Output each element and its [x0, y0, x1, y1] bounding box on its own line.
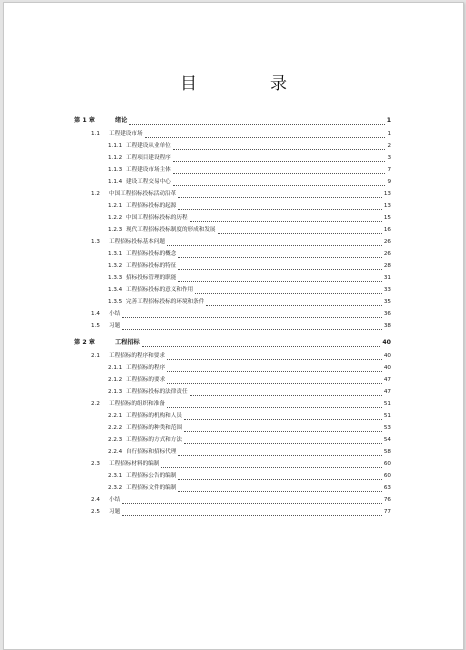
toc-entry-label: 工程招标投标的特征 [126, 263, 177, 269]
toc-page-number: 47 [383, 377, 391, 383]
toc-subsection-row [4, 471, 463, 481]
toc-entry-number: 2.3.1 [108, 473, 123, 479]
toc-subsection-row [4, 285, 463, 295]
toc-leader-dots [190, 389, 382, 396]
toc-leader-dots [122, 323, 382, 330]
toc-entry-label: 建设工程交易中心 [126, 179, 171, 185]
toc-section-row [4, 507, 463, 517]
toc-entry-label: 工程招标投标的意义和作用 [126, 287, 194, 293]
toc-entry-number: 1.1.1 [108, 143, 123, 149]
toc-entry-label: 工程招标的程序和要求 [109, 353, 165, 359]
toc-subsection-row [4, 447, 463, 457]
toc-leader-dots [167, 401, 382, 408]
toc-page-number: 1 [387, 131, 391, 137]
toc-subsection-row [4, 141, 463, 151]
toc-entry-number: 1.2.3 [108, 227, 123, 233]
toc-entry-number: 2.2.2 [108, 425, 123, 431]
toc-page-number: 58 [383, 449, 391, 455]
toc-subsection-row [4, 375, 463, 385]
toc-entry-label: 工程招标的要求 [126, 377, 166, 383]
toc-entry-label: 小结 [109, 311, 121, 317]
toc-subsection-row [4, 201, 463, 211]
toc-chapter-row [4, 338, 463, 348]
toc-entry-label: 现代工程招标投标制度的形成和发展 [126, 227, 216, 233]
toc-page-number: 54 [383, 437, 391, 443]
toc-leader-dots [161, 461, 382, 468]
toc-page-number: 26 [383, 239, 391, 245]
toc-leader-dots [184, 437, 382, 444]
toc-leader-dots [184, 413, 382, 420]
toc-page-number: 13 [383, 203, 391, 209]
toc-page-number: 33 [383, 287, 391, 293]
toc-page-number: 7 [387, 167, 391, 173]
toc-page-number: 26 [383, 251, 391, 257]
toc-subsection-row [4, 363, 463, 373]
toc-entry-label: 中国工程招标投标的历程 [126, 215, 188, 221]
toc-page-number: 51 [383, 413, 391, 419]
toc-entry-number: 2.2.3 [108, 437, 123, 443]
toc-entry-number: 1.3 [91, 239, 100, 245]
toc-section-row [4, 459, 463, 469]
page-title: 目 录 [180, 74, 315, 94]
toc-entry-label: 工程招标公告的编制 [126, 473, 177, 479]
toc-entry-label: 工程招标文件的编制 [126, 485, 177, 491]
toc-subsection-row [4, 165, 463, 175]
toc-page-number: 40 [383, 365, 391, 371]
toc-page-number: 38 [383, 323, 391, 329]
toc-subsection-row [4, 483, 463, 493]
toc-entry-number: 2.3 [91, 461, 100, 467]
toc-entry-number: 2.5 [91, 509, 100, 515]
toc-entry-label: 工程招标的方式和方法 [126, 437, 182, 443]
toc-entry-label: 工程建设市场主体 [126, 167, 171, 173]
toc-entry-number: 1.2.1 [108, 203, 123, 209]
toc-entry-label: 工程建设市场 [109, 131, 143, 137]
toc-section-row [4, 495, 463, 505]
toc-subsection-row [4, 387, 463, 397]
toc-entry-label: 工程招标材料的编制 [109, 461, 160, 467]
toc-entry-label: 工程招标投标的起源 [126, 203, 177, 209]
toc-section-row [4, 309, 463, 319]
toc-entry-label: 工程招标投标基本问题 [109, 239, 165, 245]
toc-leader-dots [178, 191, 382, 198]
toc-entry-label: 工程招标的种类和范围 [126, 425, 182, 431]
toc-leader-dots [178, 473, 382, 480]
toc-entry-number: 2.4 [91, 497, 100, 503]
toc-leader-dots [178, 485, 382, 492]
toc-page-number: 36 [383, 311, 391, 317]
toc-entry-number: 1.1.2 [108, 155, 123, 161]
toc-entry-number: 1.1.3 [108, 167, 123, 173]
toc-entry-label: 自行招标和招标代理 [126, 449, 177, 455]
toc-leader-dots [173, 143, 385, 150]
toc-section-row [4, 237, 463, 247]
toc-leader-dots [129, 118, 385, 125]
toc-section-row [4, 129, 463, 139]
toc-entry-label: 工程招标 [115, 339, 140, 346]
toc-entry-number: 2.2.1 [108, 413, 123, 419]
toc-entry-number: 1.2.2 [108, 215, 123, 221]
toc-leader-dots [122, 311, 382, 318]
toc-entry-number: 1.2 [91, 191, 100, 197]
toc-page-number: 1 [386, 117, 391, 124]
toc-subsection-row [4, 225, 463, 235]
toc-entry-number: 1.3.3 [108, 275, 123, 281]
toc-page-number: 31 [383, 275, 391, 281]
toc-leader-dots [178, 449, 382, 456]
toc-leader-dots [178, 203, 382, 210]
toc-page-number: 63 [383, 485, 391, 491]
toc-page-number: 28 [383, 263, 391, 269]
toc-entry-number: 1.1.4 [108, 179, 123, 185]
toc-page-number: 13 [383, 191, 391, 197]
toc-page-number: 15 [383, 215, 391, 221]
toc-leader-dots [173, 167, 385, 174]
toc-leader-dots [167, 239, 382, 246]
toc-entry-label: 工程招标的机构和人员 [126, 413, 182, 419]
document-page [3, 2, 464, 650]
toc-entry-number: 2.2.4 [108, 449, 123, 455]
toc-page-number: 60 [383, 473, 391, 479]
toc-subsection-row [4, 153, 463, 163]
toc-leader-dots [167, 353, 382, 360]
toc-leader-dots [142, 340, 380, 347]
toc-entry-label: 中国工程招标投标活动沿革 [109, 191, 177, 197]
toc-entry-number: 2.1.2 [108, 377, 123, 383]
toc-leader-dots [145, 131, 385, 138]
toc-leader-dots [173, 155, 385, 162]
toc-page-number: 35 [383, 299, 391, 305]
toc-entry-number: 1.3.2 [108, 263, 123, 269]
toc-page-number: 51 [383, 401, 391, 407]
toc-leader-dots [167, 365, 382, 372]
toc-entry-number: 第 2 章 [74, 339, 95, 346]
toc-entry-number: 1.1 [91, 131, 100, 137]
toc-entry-label: 工程招标投标的概念 [126, 251, 177, 257]
toc-page-number: 60 [383, 461, 391, 467]
toc-entry-label: 绪论 [115, 117, 128, 124]
toc-page-number: 53 [383, 425, 391, 431]
toc-leader-dots [178, 251, 382, 258]
toc-entry-label: 完善工程招标投标的环境和条件 [126, 299, 205, 305]
toc-leader-dots [122, 509, 382, 516]
toc-entry-number: 2.2 [91, 401, 100, 407]
toc-subsection-row [4, 261, 463, 271]
toc-entry-number: 1.4 [91, 311, 100, 317]
toc-leader-dots [167, 377, 382, 384]
toc-leader-dots [195, 287, 382, 294]
toc-page-number: 77 [383, 509, 391, 515]
toc-page-number: 2 [387, 143, 391, 149]
toc-leader-dots [190, 215, 382, 222]
toc-chapter-row [4, 116, 463, 126]
toc-leader-dots [178, 275, 382, 282]
toc-entry-number: 1.3.4 [108, 287, 123, 293]
toc-page-number: 47 [383, 389, 391, 395]
toc-subsection-row [4, 249, 463, 259]
toc-entry-label: 工程招标投标的法律责任 [126, 389, 188, 395]
toc-entry-label: 习题 [109, 509, 121, 515]
toc-entry-number: 2.3.2 [108, 485, 123, 491]
toc-entry-label: 工程建设从业单位 [126, 143, 171, 149]
toc-section-row [4, 399, 463, 409]
toc-entry-label: 小结 [109, 497, 121, 503]
toc-section-row [4, 189, 463, 199]
toc-entry-label: 工程招标的组织和准备 [109, 401, 165, 407]
toc-entry-label: 习题 [109, 323, 121, 329]
toc-leader-dots [218, 227, 382, 234]
toc-entry-number: 2.1 [91, 353, 100, 359]
toc-entry-label: 工程招标的程序 [126, 365, 166, 371]
toc-subsection-row [4, 423, 463, 433]
toc-section-row [4, 321, 463, 331]
toc-page-number: 40 [382, 339, 391, 346]
toc-entry-number: 2.1.3 [108, 389, 123, 395]
toc-page-number: 76 [383, 497, 391, 503]
toc-entry-label: 工程项目建设程序 [126, 155, 171, 161]
toc-subsection-row [4, 273, 463, 283]
toc-leader-dots [122, 497, 382, 504]
toc-page-number: 40 [383, 353, 391, 359]
toc-entry-number: 1.5 [91, 323, 100, 329]
toc-subsection-row [4, 411, 463, 421]
toc-page-number: 3 [387, 155, 391, 161]
toc-page-number: 9 [387, 179, 391, 185]
toc-leader-dots [184, 425, 382, 432]
toc-entry-number: 2.1.1 [108, 365, 123, 371]
toc-subsection-row [4, 213, 463, 223]
toc-subsection-row [4, 177, 463, 187]
toc-entry-number: 1.3.1 [108, 251, 123, 257]
toc-leader-dots [173, 179, 385, 186]
toc-entry-number: 第 1 章 [74, 117, 95, 124]
toc-entry-label: 招标投标管理的职能 [126, 275, 177, 281]
toc-section-row [4, 351, 463, 361]
toc-subsection-row [4, 435, 463, 445]
toc-page-number: 16 [383, 227, 391, 233]
toc-leader-dots [178, 263, 382, 270]
toc-leader-dots [206, 299, 382, 306]
toc-entry-number: 1.3.5 [108, 299, 123, 305]
toc-subsection-row [4, 297, 463, 307]
